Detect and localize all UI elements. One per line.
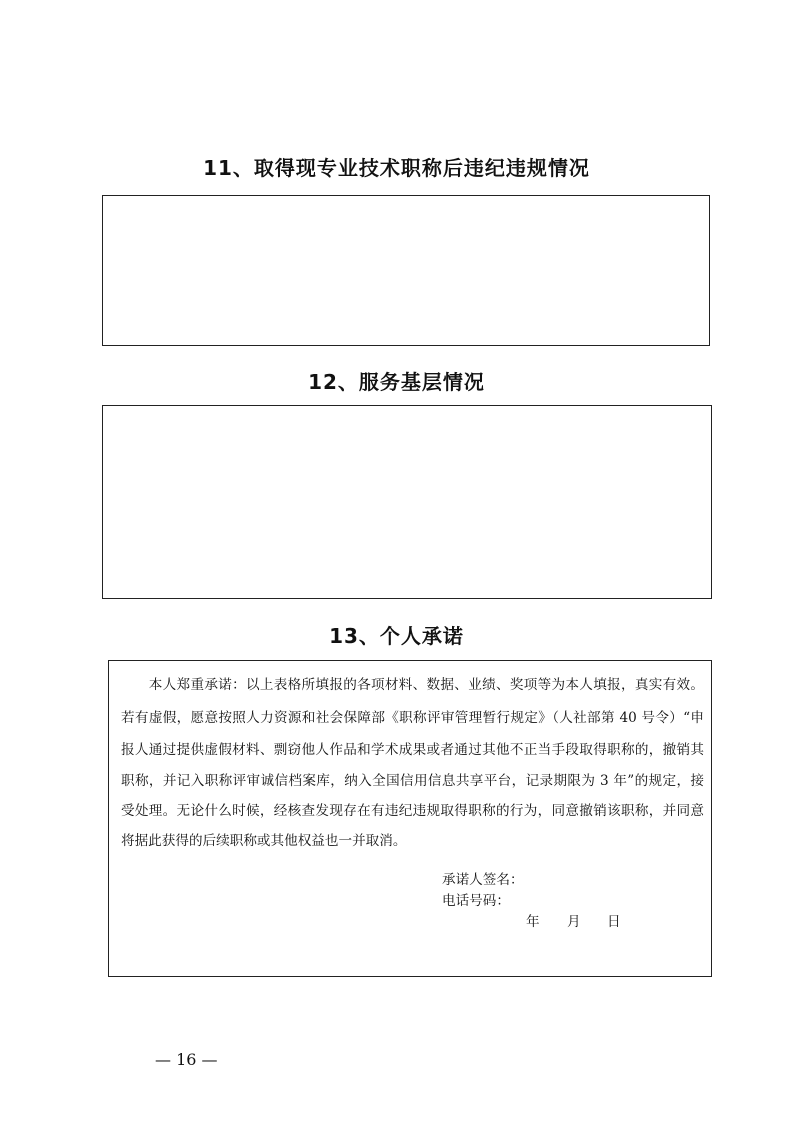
pledge-line: 职称，并记入职称评审诚信档案库，纳入全国信用信息共享平台，记录期限为 3 年”的规定，接 [121,773,704,789]
pledge-line: 报人通过提供虚假材料、剽窃他人作品和学术成果或者通过其他不正当手段取得职称的，撤销其 [121,742,704,758]
pledge-line: 若有虚假，愿意按照人力资源和社会保障部《职称评审管理暂行规定》（人社部第 40 号令）“申 [121,710,704,726]
phone-label: 电话号码： [442,893,510,909]
section-11-title: 11、取得现专业技术职称后违纪违规情况 [203,156,590,180]
pledge-line: 本人郑重承诺：以上表格所填报的各项材料、数据、业绩、奖项等为本人填报，真实有效。 [121,677,704,693]
day-label: 日 [607,914,621,930]
section-12-box[interactable] [102,405,712,599]
page-number: — 16 — [155,1050,218,1069]
section-12-title: 12、服务基层情况 [308,370,485,394]
year-label: 年 [526,914,540,930]
signature-label: 承诺人签名： [442,872,524,888]
pledge-box [108,660,712,977]
pledge-line: 受处理。无论什么时候，经核查发现存在有违纪违规取得职称的行为，同意撤销该职称，并同意 [121,803,704,819]
section-13-title: 13、个人承诺 [329,624,464,648]
pledge-line: 将据此获得的后续职称或其他权益也一并取消。 [121,833,407,849]
month-label: 月 [567,914,581,930]
section-11-box[interactable] [102,195,710,346]
